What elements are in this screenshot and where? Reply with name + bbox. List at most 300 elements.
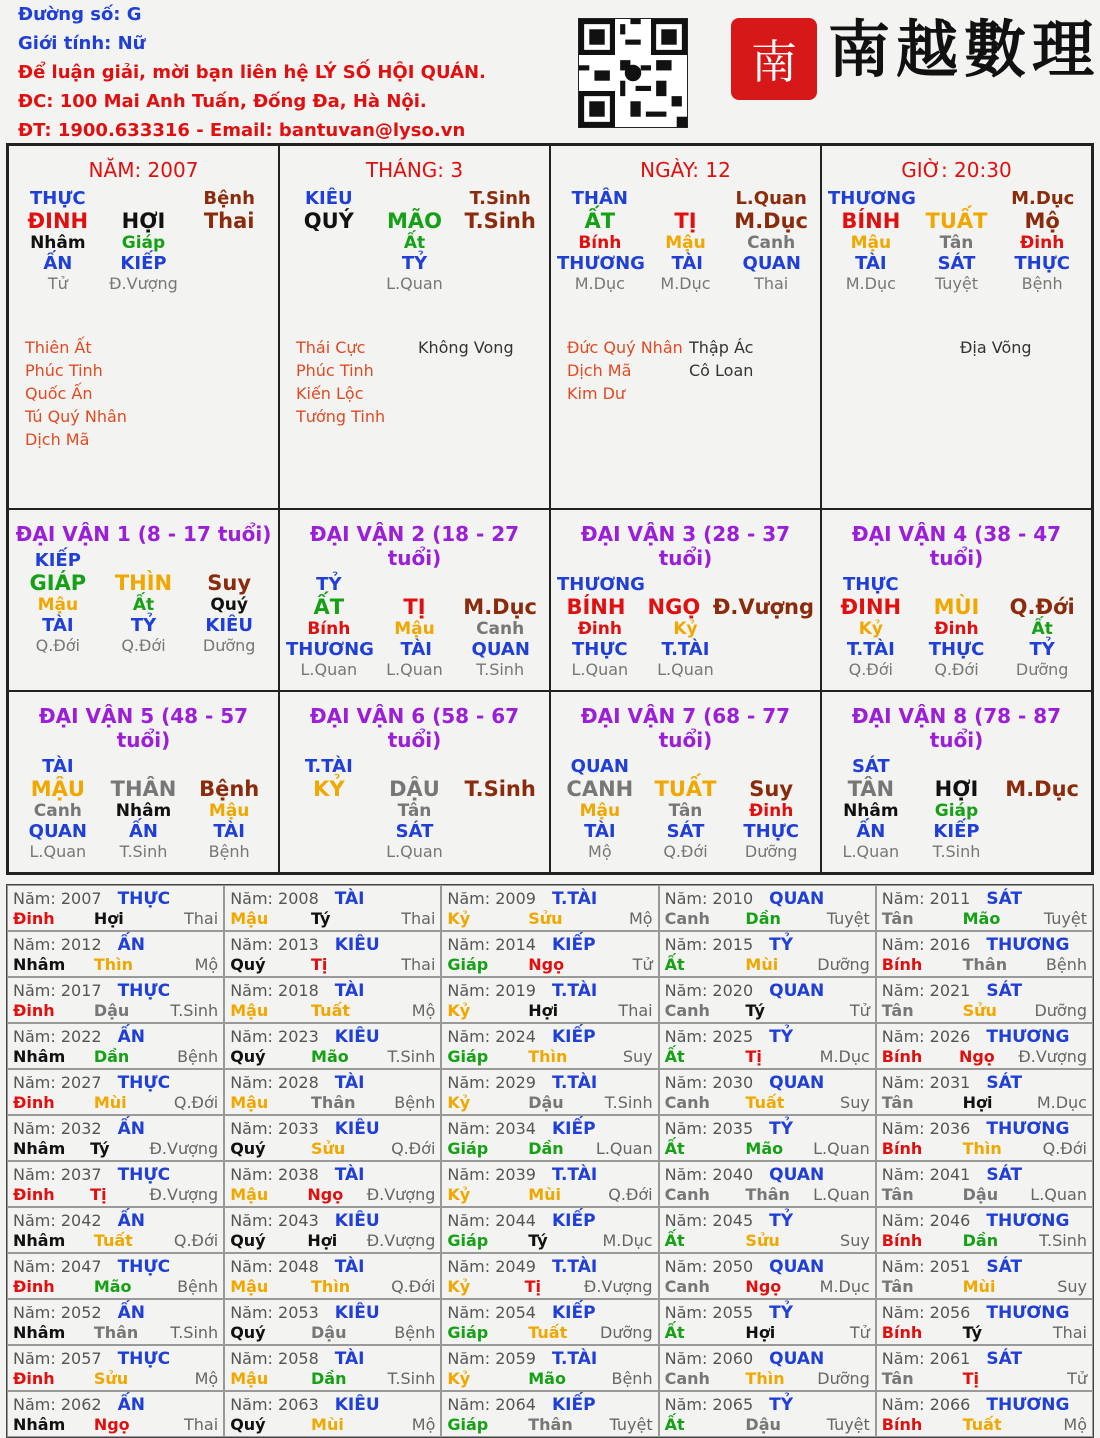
year-label: Năm: 2052 — [13, 1303, 102, 1322]
year-cell — [7, 1115, 224, 1161]
year-branch: Mão — [93, 1277, 132, 1296]
stem-branch-row-cell: Thai — [203, 209, 255, 233]
hidden-god-row-cell: THƯƠNG — [286, 639, 374, 660]
dai-van-cell — [8, 509, 279, 691]
hidden-stem-row-cell: Đinh — [749, 801, 794, 821]
year-line-2 — [665, 1139, 870, 1159]
year-cell — [441, 885, 658, 931]
year-line-1 — [13, 1073, 218, 1093]
year-line-1 — [230, 1257, 435, 1277]
year-phase: Thai — [184, 1415, 219, 1434]
year-ten-god: THƯƠNG — [986, 1211, 1070, 1231]
pillar-cell — [279, 145, 550, 509]
year-ten-god: THƯƠNG — [986, 1027, 1070, 1047]
brand-title: 南越數理 — [828, 13, 1100, 86]
year-ten-god: ẤN — [117, 935, 145, 955]
star-name: Dịch Mã — [25, 430, 90, 449]
stem-branch-row-cell: MÃO — [386, 209, 442, 233]
stem-branch-row-cell: TỊ — [403, 595, 426, 619]
pillar-heading: NĂM: 2007 — [88, 158, 199, 182]
year-ten-god: QUAN — [769, 1165, 825, 1185]
year-ten-god: QUAN — [769, 889, 825, 909]
phase-row — [9, 274, 278, 293]
phase-row-cell: Bệnh — [208, 842, 250, 861]
hidden-stem-row-cell: Bính — [307, 619, 351, 639]
year-phase: Tử — [849, 1323, 870, 1342]
year-phase: M.Dục — [602, 1231, 653, 1250]
year-stem: Ất — [664, 1415, 685, 1434]
hidden-stem-row — [9, 595, 278, 615]
year-line-2 — [882, 1093, 1087, 1113]
year-cell — [659, 1161, 876, 1207]
year-line-1 — [13, 1349, 218, 1369]
header-line: ĐC: 100 Mai Anh Tuấn, Đống Đa, Hà Nội. — [18, 91, 427, 112]
year-cell — [659, 977, 876, 1023]
year-phase: Đ.Vượng — [149, 1185, 219, 1204]
year-label: Năm: 2051 — [881, 1257, 971, 1276]
year-stem: Mậu — [230, 909, 269, 928]
year-line-1 — [230, 981, 435, 1001]
year-cell — [876, 1207, 1093, 1253]
year-line-1 — [882, 1165, 1087, 1185]
dai-van-cell — [279, 691, 550, 873]
ten-god-row-cell: THỰC — [30, 188, 86, 209]
hidden-god-row-cell: TÀI — [584, 821, 616, 842]
year-line-1 — [447, 1211, 652, 1231]
star-list-left — [567, 336, 683, 405]
hidden-stem-row-cell — [286, 801, 372, 821]
stem-branch-row-cell: Suy — [749, 777, 794, 801]
year-line-1 — [13, 1211, 218, 1231]
stem-branch-row-cell: HỢI — [934, 777, 979, 801]
year-cell — [441, 931, 658, 977]
year-label: Năm: 2026 — [881, 1027, 971, 1046]
phase-row-cell: L.Quan — [657, 660, 714, 679]
year-stem: Giáp — [447, 1047, 489, 1066]
star-list-right — [960, 336, 1032, 359]
hidden-stem-row-cell — [457, 233, 543, 253]
year-line-1 — [882, 889, 1087, 909]
year-label: Năm: 2039 — [447, 1165, 536, 1184]
dai-van-heading: ĐẠI VẬN 4 (38 - 47 tuổi) — [851, 522, 1062, 570]
stem-branch-row-cell: THÂN — [110, 777, 177, 801]
hidden-stem-row-cell — [999, 801, 1085, 821]
year-ten-god: THỰC — [117, 1165, 171, 1185]
year-line-2 — [13, 1093, 218, 1113]
year-line-2 — [447, 1093, 652, 1113]
year-branch: Ngọ — [93, 1415, 130, 1434]
year-line-1 — [665, 1211, 870, 1231]
phase-row-cell: Mộ — [588, 842, 612, 861]
year-line-1 — [447, 1165, 652, 1185]
hidden-stem-row-cell: Quý — [210, 595, 248, 615]
hidden-god-row-cell — [286, 821, 372, 842]
year-stem: Canh — [664, 909, 710, 928]
year-ten-god: SÁT — [986, 1165, 1023, 1185]
year-ten-god: TÀI — [334, 1165, 365, 1185]
year-ten-god: ẤN — [117, 1027, 145, 1047]
year-phase: Q.Đới — [173, 1093, 219, 1112]
year-stem: Giáp — [447, 1323, 489, 1342]
year-cell — [659, 1345, 876, 1391]
year-branch: Hợi — [528, 1001, 559, 1020]
year-stem: Ất — [664, 1047, 685, 1066]
hidden-god-row-cell: TÀI — [855, 253, 887, 274]
phase-row-cell: M.Dục — [845, 274, 896, 293]
year-phase: Tử — [849, 1001, 870, 1020]
year-stem: Bính — [881, 1323, 923, 1342]
year-label: Năm: 2050 — [664, 1257, 754, 1276]
year-line-2 — [447, 1277, 652, 1297]
year-line-2 — [665, 1277, 870, 1297]
year-phase: L.Quan — [1030, 1185, 1087, 1204]
header-line: Giới tính: Nữ — [18, 33, 146, 54]
hidden-stem-row-cell: Mậu — [37, 595, 79, 615]
star-name: Cô Loan — [689, 361, 754, 380]
year-cell — [876, 1115, 1093, 1161]
hidden-stem-row-cell: Canh — [747, 233, 796, 253]
year-line-1 — [665, 1165, 870, 1185]
hidden-god-row-cell — [728, 639, 814, 660]
year-ten-god: THƯƠNG — [986, 1119, 1070, 1139]
year-cell — [224, 1299, 441, 1345]
stem-branch-row-cell: Đ.Vượng — [712, 595, 814, 619]
stem-branch-row-cell: M.Dục — [1005, 777, 1080, 801]
year-branch: Mão — [311, 1047, 349, 1066]
year-line-1 — [447, 1119, 652, 1139]
year-phase: T.Sinh — [387, 1369, 436, 1388]
year-label: Năm: 2028 — [230, 1073, 319, 1092]
year-branch: Tị — [962, 1369, 980, 1388]
stem-branch-row-cell: THÌN — [114, 571, 173, 595]
year-phase: Suy — [1057, 1277, 1087, 1296]
hidden-god-row — [822, 253, 1091, 274]
year-ten-god: QUAN — [769, 1073, 825, 1093]
year-line-1 — [447, 935, 652, 955]
year-ten-god: ẤN — [117, 1303, 145, 1323]
hidden-god-row-cell: TÀI — [42, 615, 74, 636]
star-name: Phúc Tinh — [25, 361, 103, 380]
year-branch: Tý — [528, 1231, 548, 1250]
year-branch: Thân — [93, 1323, 139, 1342]
ten-god-row-cell: THƯƠNG — [557, 574, 645, 595]
year-branch: Ngọ — [528, 955, 565, 974]
phase-row-cell: Tuyệt — [934, 274, 979, 293]
year-phase: Dưỡng — [1034, 1001, 1087, 1020]
hidden-stem-row — [280, 619, 549, 639]
ten-god-row-cell: T.Sinh — [469, 188, 531, 209]
year-phase: Tử — [632, 955, 653, 974]
year-branch: Dần — [745, 909, 781, 928]
year-branch: Thìn — [745, 1369, 785, 1388]
pillar-heading: GIỜ: 20:30 — [901, 158, 1012, 182]
year-label: Năm: 2062 — [13, 1395, 102, 1414]
year-ten-god: TỶ — [769, 1027, 794, 1047]
phase-row-cell: Q.Đới — [934, 660, 979, 679]
year-line-1 — [13, 981, 218, 1001]
year-phase: Thai — [401, 909, 436, 928]
stem-branch-row — [822, 595, 1091, 619]
ten-god-row-cell — [101, 188, 187, 209]
year-line-1 — [882, 981, 1087, 1001]
year-line-2 — [665, 909, 870, 929]
year-ten-god: KIẾP — [551, 935, 596, 955]
year-label: Năm: 2037 — [13, 1165, 102, 1184]
phase-row-cell: T.Sinh — [932, 842, 981, 861]
hidden-god-row-cell: TÀI — [671, 253, 703, 274]
year-line-2 — [13, 1369, 218, 1389]
hidden-god-row-cell: T.TÀI — [846, 639, 895, 660]
star-name: Dịch Mã — [567, 361, 632, 380]
stem-branch-row-cell: NGỌ — [647, 595, 701, 619]
dai-van-cell — [8, 691, 279, 873]
year-line-2 — [882, 1001, 1087, 1021]
star-list-left — [296, 336, 385, 428]
stem-branch-row-cell: GIÁP — [29, 571, 87, 595]
year-branch: Tị — [524, 1277, 541, 1296]
year-cell — [659, 1115, 876, 1161]
year-ten-god: ẤN — [117, 1395, 145, 1415]
year-phase: Mộ — [194, 1369, 219, 1388]
year-phase: Bệnh — [1045, 955, 1087, 974]
phase-row-cell — [186, 274, 272, 293]
year-stem: Quý — [230, 1047, 266, 1066]
year-line-2 — [882, 1139, 1087, 1159]
hidden-god-row-cell — [457, 821, 543, 842]
hidden-stem-row-cell — [186, 233, 272, 253]
year-ten-god: QUAN — [769, 1349, 825, 1369]
ten-god-row-cell — [914, 756, 1000, 777]
year-line-2 — [230, 955, 435, 975]
phase-row — [551, 842, 820, 861]
year-label: Năm: 2016 — [881, 935, 971, 954]
year-phase: T.Sinh — [1039, 1231, 1087, 1250]
star-name: Kiến Lộc — [296, 384, 364, 403]
phase-row-cell — [286, 842, 372, 861]
year-stem: Giáp — [447, 1139, 489, 1158]
year-line-1 — [665, 1257, 870, 1277]
year-cell — [7, 1069, 224, 1115]
stem-branch-row-cell: MÙI — [933, 595, 980, 619]
phase-row-cell: L.Quan — [386, 274, 443, 293]
year-stem: Kỷ — [447, 1185, 471, 1204]
hidden-stem-row-cell: Mậu — [579, 801, 621, 821]
ten-god-row-cell — [643, 188, 729, 209]
stem-branch-row-cell: M.Dục — [734, 209, 809, 233]
year-line-1 — [447, 981, 652, 1001]
hidden-god-row-cell: QUAN — [742, 253, 801, 274]
stem-branch-row-cell: MẬU — [30, 777, 85, 801]
hidden-stem-row-cell: Bính — [578, 233, 622, 253]
year-ten-god: KIÊU — [334, 935, 380, 955]
year-branch: Sửu — [528, 909, 563, 928]
header-line: ĐT: 1900.633316 - Email: bantuvan@lyso.vn — [18, 120, 466, 141]
year-stem: Quý — [230, 1415, 266, 1434]
dai-van-heading: ĐẠI VẬN 1 (8 - 17 tuổi) — [15, 522, 272, 546]
year-phase: Suy — [840, 1093, 870, 1112]
year-line-1 — [882, 1257, 1087, 1277]
year-line-2 — [230, 1415, 435, 1435]
year-line-2 — [13, 1231, 218, 1251]
year-stem: Ất — [664, 1323, 685, 1342]
year-cell — [7, 1023, 224, 1069]
year-line-2 — [882, 1323, 1087, 1343]
year-branch: Dậu — [745, 1415, 781, 1434]
dai-van-cell — [279, 509, 550, 691]
year-cell — [876, 885, 1093, 931]
year-cell — [224, 1207, 441, 1253]
year-cell — [441, 1023, 658, 1069]
year-phase: Đ.Vượng — [366, 1231, 436, 1250]
year-ten-god: KIẾP — [551, 1027, 596, 1047]
year-branch: Ngọ — [307, 1185, 344, 1204]
year-label: Năm: 2048 — [230, 1257, 319, 1276]
year-line-1 — [665, 1119, 870, 1139]
year-phase: L.Quan — [813, 1185, 870, 1204]
phase-row-cell — [999, 842, 1085, 861]
hidden-god-row-cell: QUAN — [471, 639, 530, 660]
year-line-2 — [447, 1001, 652, 1021]
stem-branch-row — [551, 595, 820, 619]
phase-row-cell: M.Dục — [660, 274, 711, 293]
year-ten-god: T.TÀI — [551, 1257, 598, 1277]
year-stem: Canh — [664, 1277, 710, 1296]
year-cell — [7, 1161, 224, 1207]
year-line-2 — [447, 1323, 652, 1343]
stem-branch-row-cell: QUÝ — [303, 209, 354, 233]
phase-row — [9, 842, 278, 861]
ten-god-row-cell: KIÊU — [305, 188, 353, 209]
ten-god-row-cell: M.Dục — [1011, 188, 1075, 209]
year-stem: Kỷ — [447, 1001, 471, 1020]
year-label: Năm: 2023 — [230, 1027, 319, 1046]
year-line-1 — [447, 1257, 652, 1277]
year-stem: Quý — [230, 955, 266, 974]
year-branch: Sửu — [745, 1231, 780, 1250]
year-line-1 — [447, 1073, 652, 1093]
year-line-1 — [882, 1303, 1087, 1323]
stem-branch-row-cell: ĐINH — [840, 595, 902, 619]
year-stem: Canh — [664, 1369, 710, 1388]
stem-branch-row-cell: HỢI — [121, 209, 166, 233]
year-line-2 — [665, 1047, 870, 1067]
year-stem: Giáp — [447, 1415, 489, 1434]
ten-god-row — [280, 574, 549, 595]
hidden-god-row-cell: QUAN — [28, 821, 87, 842]
year-cell — [659, 1069, 876, 1115]
year-branch: Ngọ — [745, 1277, 782, 1296]
year-label: Năm: 2061 — [881, 1349, 971, 1368]
stem-branch-row-cell: TÂN — [847, 777, 895, 801]
year-cell — [224, 885, 441, 931]
year-cell — [441, 1253, 658, 1299]
phase-row-cell: Q.Đới — [848, 660, 893, 679]
star-list-right — [689, 336, 753, 382]
year-cell — [7, 1207, 224, 1253]
pillar-heading: THÁNG: 3 — [365, 158, 464, 182]
year-line-2 — [882, 1185, 1087, 1205]
hidden-stem-row-cell: Tân — [397, 801, 432, 821]
year-cell — [7, 1391, 224, 1437]
year-line-2 — [665, 1369, 870, 1389]
year-cell — [659, 931, 876, 977]
year-branch: Sửu — [311, 1139, 346, 1158]
ten-god-row-cell — [372, 188, 458, 209]
year-ten-god: TỶ — [769, 1211, 794, 1231]
year-stem: Đinh — [13, 1093, 55, 1112]
stem-branch-row-cell: ẤT — [584, 209, 616, 233]
year-stem: Đinh — [13, 1185, 55, 1204]
ten-god-row-cell — [916, 188, 1001, 209]
phase-row — [822, 660, 1091, 679]
year-stem: Tân — [881, 1277, 914, 1296]
year-line-2 — [13, 1415, 218, 1435]
year-branch: Mùi — [311, 1415, 344, 1434]
year-phase: Đ.Vượng — [149, 1139, 219, 1158]
year-label: Năm: 2032 — [13, 1119, 102, 1138]
year-phase: M.Dục — [1036, 1093, 1087, 1112]
phase-row-cell: Tử — [47, 274, 68, 293]
phase-row-cell: Dưỡng — [1015, 660, 1069, 679]
phase-row-cell: Q.Đới — [35, 636, 80, 655]
year-line-1 — [882, 1119, 1087, 1139]
year-label: Năm: 2035 — [664, 1119, 754, 1138]
year-ten-god: KIẾP — [551, 1303, 596, 1323]
dai-van-heading: ĐẠI VẬN 7 (68 - 77 tuổi) — [580, 704, 791, 752]
phase-row-cell: L.Quan — [386, 660, 443, 679]
year-branch: Tuất — [528, 1323, 568, 1342]
stem-branch-row-cell: TUẤT — [925, 209, 988, 233]
year-line-2 — [230, 1323, 435, 1343]
year-branch: Dậu — [93, 1001, 130, 1020]
pillar-cell — [8, 145, 279, 509]
year-ten-god: KIÊU — [334, 1211, 380, 1231]
year-stem: Mậu — [230, 1185, 269, 1204]
year-ten-god: KIÊU — [334, 1303, 380, 1323]
year-branch: Sửu — [93, 1369, 129, 1388]
year-branch: Thìn — [528, 1047, 568, 1066]
year-line-2 — [447, 1185, 652, 1205]
year-phase: Suy — [622, 1047, 653, 1066]
year-phase: Q.Đới — [391, 1277, 436, 1296]
hidden-god-row-cell: ẤN — [856, 821, 886, 842]
year-cell — [876, 1253, 1093, 1299]
hidden-god-row-cell: KIẾP — [933, 821, 980, 842]
ten-god-row-cell: QUAN — [570, 756, 629, 777]
year-branch: Thìn — [93, 955, 134, 974]
year-cell — [441, 1299, 658, 1345]
year-ten-god: THỰC — [117, 1073, 171, 1093]
year-cell — [659, 885, 876, 931]
year-ten-god: TỶ — [769, 1303, 794, 1323]
year-stem: Đinh — [13, 1277, 55, 1296]
header-line: Để luận giải, mời bạn liên hệ LÝ SỐ HỘI QUÁN. — [18, 62, 486, 83]
year-label: Năm: 2015 — [664, 935, 754, 954]
stem-branch-row — [280, 595, 549, 619]
year-phase: Bệnh — [177, 1047, 219, 1066]
header-line: Đường số: G — [18, 4, 142, 25]
year-cell — [224, 931, 441, 977]
year-stem: Bính — [881, 1047, 923, 1066]
hidden-god-row-cell: TỶ — [1029, 639, 1055, 660]
year-line-2 — [13, 955, 218, 975]
stem-branch-row-cell: T.Sinh — [464, 777, 536, 801]
ten-god-row-cell: KIẾP — [34, 550, 81, 571]
ten-god-row — [822, 188, 1091, 209]
star-name: Tướng Tinh — [296, 407, 386, 426]
ten-god-row-cell — [999, 756, 1085, 777]
year-line-1 — [13, 1303, 218, 1323]
